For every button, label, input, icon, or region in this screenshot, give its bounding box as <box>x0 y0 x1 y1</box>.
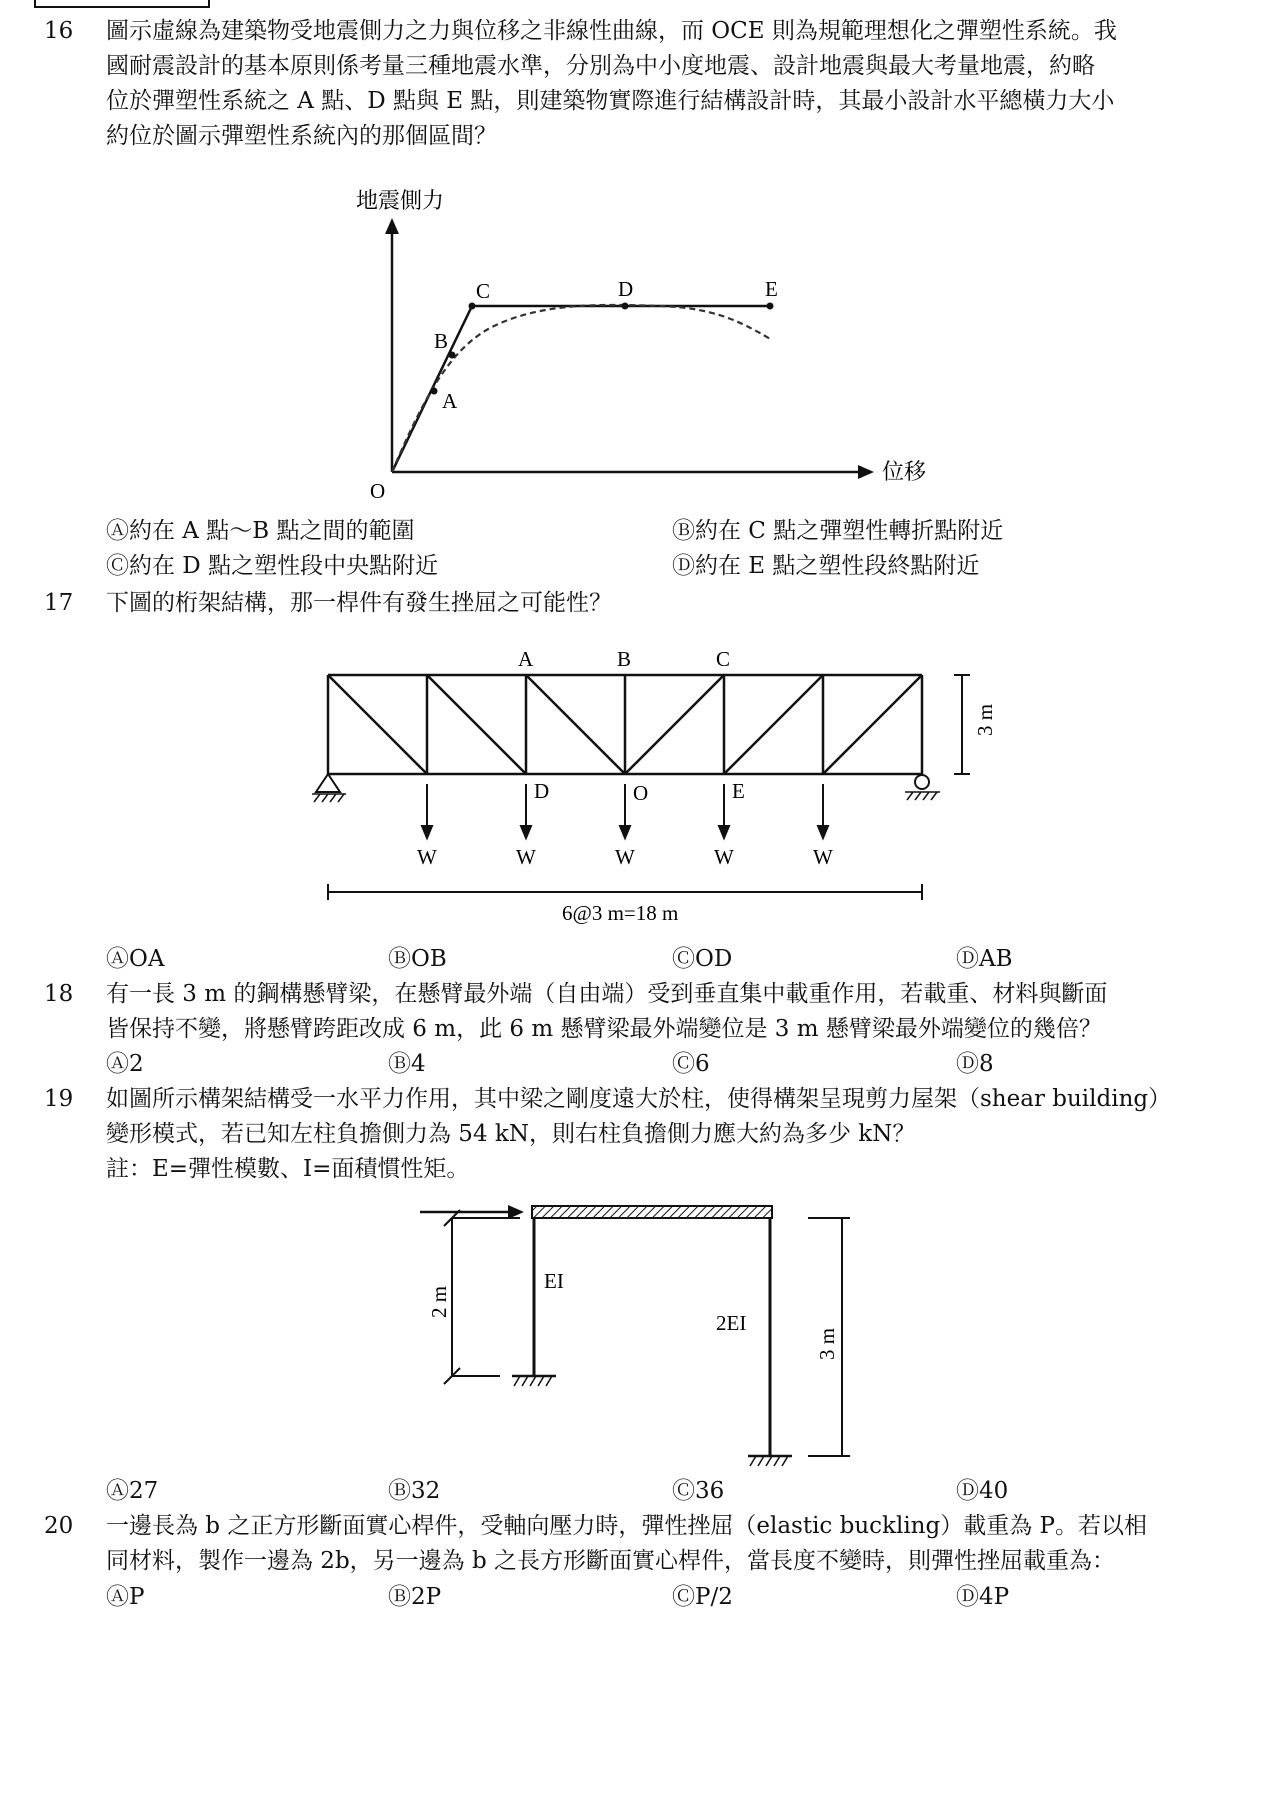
lateral-force-arrowhead <box>508 1205 524 1219</box>
label-c: C <box>476 279 491 303</box>
node-e: E <box>732 779 745 803</box>
option-c[interactable]: ⒸOD <box>672 946 733 972</box>
node-d: D <box>534 779 550 803</box>
option-c[interactable]: ⒸP/2 <box>672 1584 733 1610</box>
label-a: A <box>442 389 458 413</box>
left-height-label: 2 m <box>427 1285 451 1318</box>
point-a <box>431 388 438 395</box>
load-label: W <box>516 845 536 869</box>
height-label: 3 m <box>973 703 997 736</box>
pin-support <box>316 774 340 792</box>
label-e: E <box>765 277 778 301</box>
x-axis-label: 位移 <box>882 459 927 484</box>
text-line: 註：E=彈性模數、I=面積慣性矩。 <box>106 1156 470 1182</box>
label-b: B <box>434 329 449 353</box>
option-b[interactable]: Ⓑ2P <box>388 1584 442 1610</box>
header-box-edge <box>34 0 210 8</box>
option-c[interactable]: Ⓒ約在 D 點之塑性段中央點附近 <box>106 553 439 579</box>
load-label: W <box>615 845 635 869</box>
text-line: 如圖所示構架結構受一水平力作用，其中梁之剛度遠大於柱，使得構架呈現剪力屋架（shear building） <box>106 1086 1172 1112</box>
text-line: 國耐震設計的基本原則係考量三種地震水準，分別為中小度地震、設計地震與最大考量地震，約略 <box>106 53 1095 79</box>
text-line: 一邊長為 b 之正方形斷面實心桿件，受軸向壓力時，彈性挫屈（elastic buckling）載重為 P。若以相 <box>106 1513 1148 1539</box>
roller-support <box>915 775 929 789</box>
right-column-label: 2EI <box>716 1311 747 1335</box>
text-line: 位於彈塑性系統之 A 點、D 點與 E 點，則建築物實際進行結構設計時，其最小設計水平總橫力大小 <box>106 88 1115 114</box>
question-number: 18 <box>44 981 74 1007</box>
force-displacement-figure <box>340 180 960 510</box>
option-d[interactable]: Ⓓ4P <box>956 1584 1010 1610</box>
question-number: 17 <box>44 590 74 616</box>
text-line: 皆保持不變，將懸臂跨距改成 6 m，此 6 m 懸臂梁最外端變位是 3 m 懸臂梁最外端變位的幾倍？ <box>106 1016 1102 1042</box>
question-text <box>106 977 1274 1047</box>
right-fixed-support <box>748 1456 792 1466</box>
y-axis-label: 地震側力 <box>356 188 445 213</box>
node-c: C <box>716 647 731 671</box>
truss-figure <box>300 640 1000 940</box>
option-d[interactable]: Ⓓ40 <box>956 1478 1009 1504</box>
question-number: 19 <box>44 1086 74 1112</box>
question-text <box>106 1509 1274 1579</box>
span-label: 6@3 m=18 m <box>562 901 679 925</box>
point-c <box>469 303 476 310</box>
text-line: 下圖的桁架結構，那一桿件有發生挫屈之可能性？ <box>106 590 612 616</box>
label-o: O <box>370 479 386 503</box>
question-number: 16 <box>44 18 74 44</box>
left-height-dimension <box>444 1210 520 1384</box>
point-d <box>622 303 629 310</box>
node-a: A <box>518 647 534 671</box>
load-label: W <box>417 845 437 869</box>
option-b[interactable]: Ⓑ4 <box>388 1051 426 1077</box>
left-fixed-support <box>512 1376 556 1386</box>
text-line: 變形模式，若已知左柱負擔側力為 54 kN，則右柱負擔側力應大約為多少 kN？ <box>106 1121 916 1147</box>
option-b[interactable]: ⒷOB <box>388 946 447 972</box>
question-text <box>106 1082 1274 1187</box>
roller-ground-hatch <box>905 792 940 800</box>
option-a[interactable]: Ⓐ約在 A 點～B 點之間的範圍 <box>106 518 415 544</box>
option-d[interactable]: ⒹAB <box>956 946 1013 972</box>
frame-figure <box>410 1188 870 1478</box>
label-d: D <box>618 277 634 301</box>
y-axis-arrow <box>385 218 399 234</box>
question-text <box>106 586 1274 621</box>
question-text <box>106 14 1274 154</box>
load-arrows <box>422 784 828 838</box>
text-line: 約位於圖示彈塑性系統內的那個區間？ <box>106 123 497 149</box>
option-b[interactable]: Ⓑ約在 C 點之彈塑性轉折點附近 <box>672 518 1004 544</box>
height-dimension <box>954 675 970 774</box>
node-o: O <box>633 781 649 805</box>
vertical-members <box>328 675 922 774</box>
left-column-label: EI <box>544 1269 564 1293</box>
text-line: 圖示虛線為建築物受地震側力之力與位移之非線性曲線，而 OCE 則為規範理想化之彈塑性系統。我 <box>106 18 1117 44</box>
x-axis-arrow <box>858 465 874 479</box>
option-a[interactable]: Ⓐ27 <box>106 1478 159 1504</box>
right-height-label: 3 m <box>815 1327 839 1360</box>
option-a[interactable]: Ⓐ2 <box>106 1051 144 1077</box>
option-d[interactable]: Ⓓ8 <box>956 1051 994 1077</box>
option-a[interactable]: ⒶP <box>106 1584 145 1610</box>
pin-ground-hatch <box>312 794 346 802</box>
text-line: 有一長 3 m 的鋼構懸臂梁，在懸臂最外端（自由端）受到垂直集中載重作用，若載重、材料與斷面 <box>106 981 1108 1007</box>
text-line: 同材料，製作一邊為 2b，另一邊為 b 之長方形斷面實心桿件，當長度不變時，則彈性挫屈載重為： <box>106 1548 1116 1574</box>
node-b: B <box>617 647 632 671</box>
option-b[interactable]: Ⓑ32 <box>388 1478 441 1504</box>
load-label: W <box>714 845 734 869</box>
load-label: W <box>813 845 833 869</box>
option-c[interactable]: Ⓒ36 <box>672 1478 725 1504</box>
span-dimension <box>328 884 922 900</box>
question-number: 20 <box>44 1513 74 1539</box>
point-e <box>767 303 774 310</box>
rigid-beam <box>532 1206 772 1218</box>
option-c[interactable]: Ⓒ6 <box>672 1051 710 1077</box>
option-a[interactable]: ⒶOA <box>106 946 165 972</box>
point-b <box>449 352 456 359</box>
option-d[interactable]: Ⓓ約在 E 點之塑性段終點附近 <box>672 553 980 579</box>
